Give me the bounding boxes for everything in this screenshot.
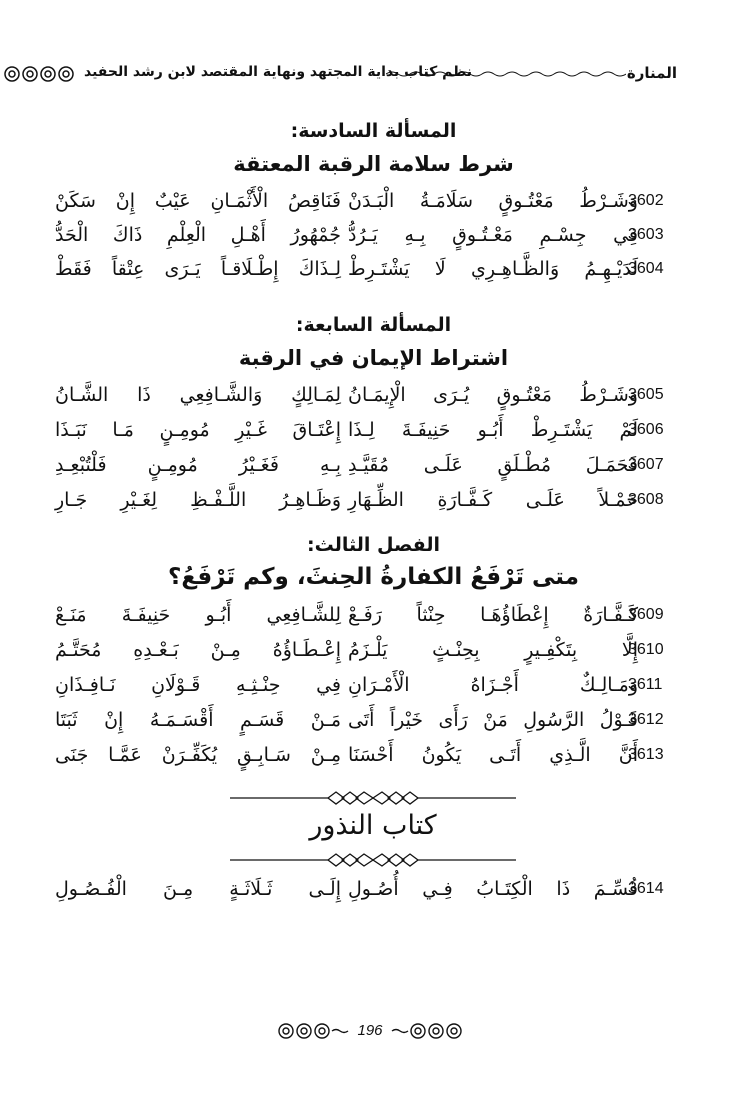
section-6-subtitle: المسألة السادسة: bbox=[290, 120, 457, 142]
verse-second-hemistich: مِـنْ سَـابِـقٍ يُكَفِّـرَنْ عَمَّـا جَنَى bbox=[55, 744, 341, 766]
page-number: 196 bbox=[357, 1022, 383, 1039]
verse-second-hemistich: لِـذَاكَ إِطْـلَاقـاً يَـرَى عِتْقاً فَقَطْ bbox=[55, 258, 341, 280]
verse-line bbox=[0, 742, 747, 778]
verse-number: 3611 bbox=[628, 676, 663, 693]
section-6-title: شرط سلامة الرقبة المعتقة bbox=[233, 152, 514, 176]
verse-second-hemistich: لِمَـالِكٍ وَالشَّـافِعِي ذَا الشَّـانُ bbox=[55, 384, 341, 406]
verse-number: 3612 bbox=[628, 711, 664, 728]
chapter-3-subtitle: الفصل الثالث: bbox=[307, 534, 440, 556]
verse-second-hemistich: إِعْـطَـاؤُهُ مِـنْ بَـعْـدِهِ مُحَتَّـمُ bbox=[55, 639, 341, 661]
verse-line bbox=[0, 222, 747, 258]
verse-second-hemistich: لِلشَّـافِعِي أَبُـو حَنِيفَـةَ مَنَـعْ bbox=[55, 604, 341, 626]
chapter-3-title: متى تَرْفَعُ الكفارةُ الحِنثَ، وكم تَرْفَعُ؟ bbox=[168, 564, 579, 590]
verse-number: 3604 bbox=[628, 260, 664, 277]
verse-second-hemistich: جُمْهُورُ أَهْـلِ الْعِلْمِ ذَاكَ الْحَدُّ bbox=[55, 224, 341, 246]
section-7-title: اشتراط الإيمان في الرقبة bbox=[238, 346, 509, 370]
verse-number: 3610 bbox=[628, 641, 664, 658]
verse-number: 3614 bbox=[628, 880, 664, 897]
verse-first-hemistich: فِي جِسْـمِ مَعْـتُـوقٍ بِـهِ يَـرُدُّ bbox=[348, 224, 638, 246]
verse-line bbox=[0, 876, 747, 912]
verse-line bbox=[0, 417, 747, 453]
verse-first-hemistich: وَشَـرْطُ مَعْتُـوقٍ سَلَامَـةُ الْبَـدَنْ bbox=[348, 190, 638, 212]
verse-number: 3606 bbox=[628, 421, 664, 438]
verse-second-hemistich: إِعْتَـاقَ غَـيْرِ مُومِـنٍ مَـا نَبَـذَا bbox=[55, 419, 341, 441]
verse-number: 3603 bbox=[628, 226, 664, 243]
verse-number: 3609 bbox=[628, 606, 664, 623]
verse-first-hemistich: وَمَـالِـكٌ أَجْـزَاهُ الْأَمْـرَانِ bbox=[348, 674, 638, 696]
verse-first-hemistich: كَـفَّـارَةٌ إِعْطَاؤُهَـا حِنْثاً رَفَـعْ bbox=[348, 604, 638, 626]
verse-number: 3608 bbox=[628, 491, 664, 508]
section-7-subtitle: المسألة السابعة: bbox=[295, 314, 452, 336]
verse-first-hemistich: فَحَمَـلَ مُطْـلَقٍ عَلَـى مُقَيَّـدِ bbox=[348, 454, 638, 476]
page-footer bbox=[270, 1016, 470, 1046]
verse-number: 3607 bbox=[628, 456, 664, 473]
verse-line bbox=[0, 487, 747, 523]
verse-line bbox=[0, 707, 747, 743]
verse-first-hemistich: لَدَيْـهِـمُ وَالظَّـاهِـرِي لَا يَشْتَـرِطْ bbox=[348, 258, 638, 280]
verse-first-hemistich: وَشَـرْطُ مَعْتُـوقٍ يُـرَى الْإِيمَـانُ bbox=[348, 384, 638, 406]
verse-first-hemistich: حَمْـلاً عَلَـى كَـفَّـارَةِ الظِّـهَارِ bbox=[348, 489, 638, 511]
verse-line bbox=[0, 602, 747, 638]
verse-first-hemistich: قُسِّـمَ ذَا الْكِتَـابُ فِـي أُصُـولِ bbox=[348, 878, 638, 900]
header-section-name: المنارة bbox=[626, 64, 677, 82]
verse-first-hemistich: لَمْ يَشْتَـرِطْ أَبُـو حَنِيفَـةَ لِـذَا bbox=[348, 419, 638, 441]
verse-second-hemistich: إِلَـى ثَـلَاثَـةٍ مِـنَ الْفُـصُـولِ bbox=[55, 878, 341, 900]
verse-line bbox=[0, 256, 747, 292]
verse-second-hemistich: مَـنْ قَسَـمٍ أَقْسَـمَـهُ إِنْ ثَبَتَا bbox=[55, 709, 341, 731]
verse-line bbox=[0, 672, 747, 708]
verse-number: 3605 bbox=[628, 386, 664, 403]
verse-first-hemistich: قَـوْلُ الرَّسُولِ مَنْ رَأَى خَيْراً أَتَى bbox=[348, 709, 638, 731]
verse-line bbox=[0, 452, 747, 488]
verse-first-hemistich: أَنَّ الَّـذِي أَتَـى يَكُونُ أَحْسَنَا bbox=[348, 744, 638, 766]
verse-second-hemistich: بِـهِ فَغَـيْرُ مُومِـنٍ فَلْتُبْعِـدِ bbox=[55, 454, 341, 476]
verse-second-hemistich: وَظَـاهِـرُ اللَّـفْـظِ لِغَـيْرِ جَـارِ bbox=[55, 489, 341, 511]
verse-second-hemistich: فَنَاقِصُ الْأَثْمَـانِ عَيْبٌ إِنْ سَكَنْ bbox=[55, 190, 341, 212]
verse-number: 3613 bbox=[628, 746, 664, 763]
verse-first-hemistich: إِلَّا بِتَكْفِـيرٍ بِحِنْـثٍ يَلْـزَمُ bbox=[348, 639, 638, 661]
header-book-title: نظم كتاب بداية المجتهد ونهاية المقتصد لابن رشد الحفيد bbox=[84, 64, 473, 80]
page-header bbox=[0, 58, 747, 94]
verse-second-hemistich: فِي حِنْـثِـهِ قَـوْلَانِ نَـافِـذَانِ bbox=[55, 674, 341, 696]
book-title-frame bbox=[228, 784, 518, 874]
verse-number: 3602 bbox=[628, 192, 664, 209]
verse-line bbox=[0, 382, 747, 418]
book-title: كتاب النذور bbox=[309, 810, 437, 841]
verse-line bbox=[0, 637, 747, 673]
verse-line bbox=[0, 188, 747, 224]
header-ornament-icon bbox=[2, 64, 84, 84]
